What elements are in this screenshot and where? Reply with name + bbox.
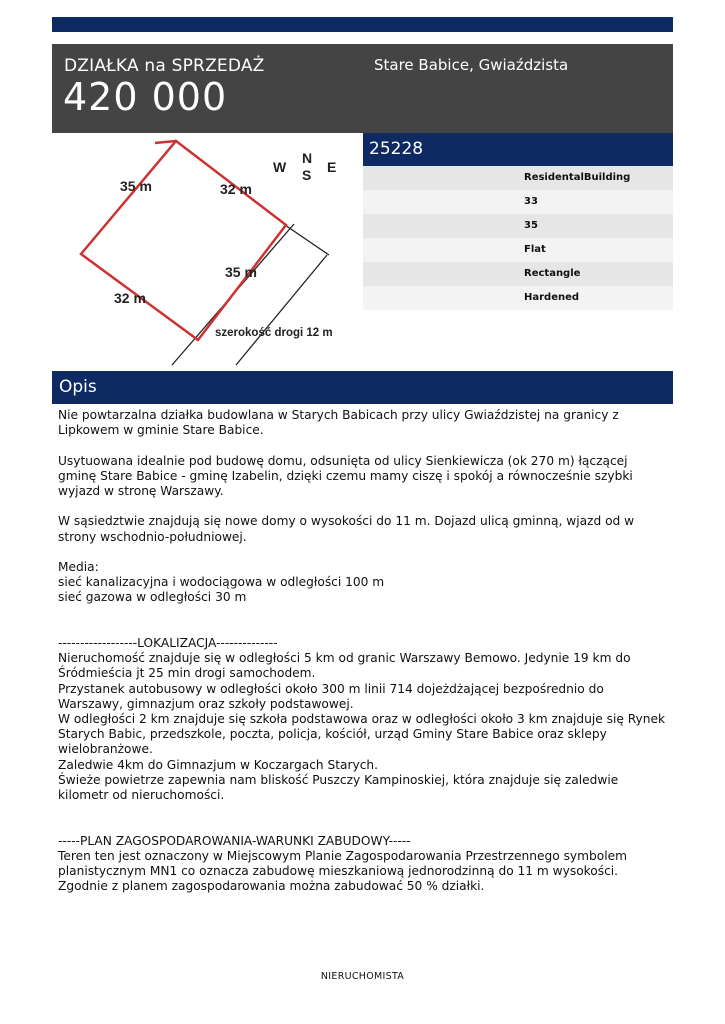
plot-dimension-label: 35 m bbox=[120, 178, 152, 194]
listing-id: 25228 bbox=[369, 139, 424, 159]
description-section-bar bbox=[52, 371, 673, 404]
compass-n-label: N bbox=[302, 150, 313, 166]
plot-dimension-label: 32 m bbox=[114, 290, 146, 306]
params-table bbox=[363, 166, 673, 310]
section-title: Opis bbox=[59, 377, 97, 397]
plot-boundary bbox=[81, 141, 286, 340]
plot-boundary bbox=[155, 141, 176, 143]
listing-location: Stare Babice, Gwiaździsta bbox=[374, 56, 569, 74]
compass-e-label: E bbox=[327, 159, 337, 175]
road-width-label: szerokość drogi 12 m bbox=[215, 327, 333, 339]
compass-w-label: W bbox=[273, 159, 287, 175]
listing-type: DZIAŁKA na SPRZEDAŻ bbox=[64, 56, 265, 76]
listing-price: 420 000 bbox=[63, 75, 228, 119]
param-row: 33 bbox=[363, 190, 673, 214]
param-row: Hardened bbox=[363, 286, 673, 310]
param-row: 35 bbox=[363, 214, 673, 238]
listing-id-bar bbox=[363, 133, 673, 166]
description-text: Nie powtarzalna działka budowlana w Starych Babicach przy ulicy Gwiaździstej na granicy z Lipkowem w gminie Stare Babice. Usytuowana idealnie pod budowę domu, odsunięta od ulicy Sienkiewicza (ok 270 m) łączącej gminę Stare Babice - gminę Izabelin, dzięki czemu mamy ciszę i spokój a równocześnie szybki wyjazd w stronę Warszawy. W sąsiedztwie znajdują się nowe domy o wysokości do 11 m. Dojazd ulicą gminną, wjazd od w strony wschodnio-południowej. Media: sieć kanalizacyjna i wodociągowa w odległości 100 m sieć gazowa w odległości 30 m ------------------LOKALIZACJA-------------- Nieruchomość znajduje się w odległości 5 km od granic Warszawy Bemowo. Jedynie 19 km do Śródmieścia jt 25 min drogi samochodem. Przystanek autobusowy w odległości około 300 m linii 714 dojeżdżającej bezpośrednio do Warszawy, gimnazjum oraz szkoły podstawowej. W odległości 2 km znajduje się szkoła podstawowa oraz w odległości około 3 km znajduje się Rynek Starych Babic, przedszkole, poczta, policja, kościół, urząd Gminy Stare Babice oraz sklepy wielobranżowe. Zaledwie 4km do Gimnazjum w Koczargach Starych. Świeże powietrze zapewnia nam bliskość Puszczy Kampinoskiej, która znajduje się zaledwie kilometr od nieruchomości. -----PLAN ZAGOSPODAROWANIA-WARUNKI ZABUDOWY----- Teren ten jest oznaczony w Miejscowym Planie Zagospodarowania Przestrzennego symbolem planistycznym MN1 co oznacza zabudowę mieszkaniową jednorodzinną do 11 m wysokości. Zgodnie z planem zagospodarowania można zabudować 50 % działki. bbox=[58, 408, 666, 894]
plot-map-image bbox=[52, 133, 362, 369]
footer-brand: NIERUCHOMISTA bbox=[320, 971, 405, 982]
top-accent-band bbox=[52, 17, 673, 32]
compass-s-label: S bbox=[302, 167, 312, 183]
compass-icon bbox=[273, 150, 336, 183]
param-row: Rectangle bbox=[363, 262, 673, 286]
road-edge-line bbox=[285, 225, 329, 255]
plot-dimension-label: 35 m bbox=[225, 264, 257, 280]
param-row: ResidentalBuilding bbox=[363, 166, 673, 190]
plot-dimension-label: 32 m bbox=[220, 181, 252, 197]
listing-header bbox=[52, 44, 673, 133]
param-row: Flat bbox=[363, 238, 673, 262]
